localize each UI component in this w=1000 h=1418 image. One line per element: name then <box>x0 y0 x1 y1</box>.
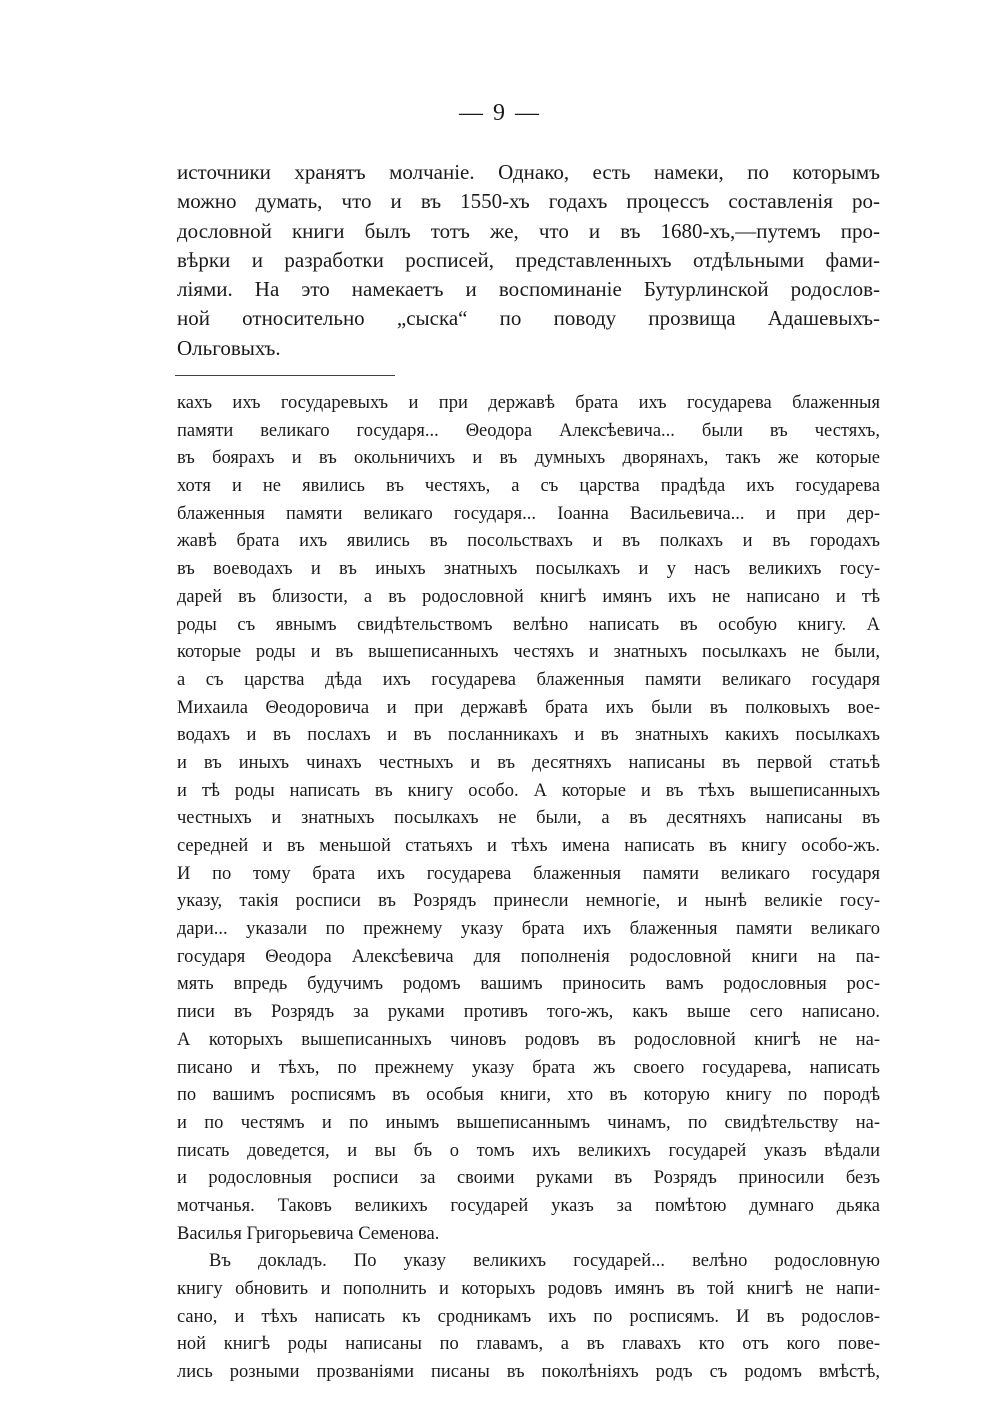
text-line: кахъ ихъ государевыхъ и при державѣ брата ихъ государева блаженныя <box>177 393 880 413</box>
text-line: дарей въ близости, а въ родословной книгѣ имянъ ихъ не написано и тѣ <box>177 586 880 607</box>
footnote-divider <box>175 375 395 376</box>
text-line: сано, и тѣхъ написать къ сродникамъ ихъ по росписямъ. И въ родослов- <box>177 1306 880 1327</box>
main-text <box>177 158 880 363</box>
text-line: и родословныя росписи за своими руками въ Розрядъ приносили безъ <box>177 1168 880 1189</box>
text-line: и по честямъ и по инымъ вышеписаннымъ чинамъ, по свидѣтельству на- <box>177 1112 880 1133</box>
text-line: жавѣ брата ихъ явились въ посольствахъ и въ полкахъ и въ городахъ <box>177 531 880 552</box>
text-line: которые роды и въ вышеписанныхъ честяхъ и знатныхъ посылкахъ не были, <box>177 642 880 663</box>
page-number: — 9 — <box>459 100 541 126</box>
text-line: лись розными прозванiями писаны въ поколѣнiяхъ родъ съ родомъ вмѣстѣ, <box>177 1362 880 1383</box>
text-line: государя Θеодора Алексѣевича для пополненiя родословной книги на па- <box>177 946 880 967</box>
text-line: Въ докладъ. По указу великихъ государей... велѣно родословную <box>209 1251 880 1272</box>
text-line: Василья Григорьевича Семенова. <box>177 1223 440 1244</box>
footnote-text <box>177 390 880 1387</box>
text-line: блаженныя памяти великаго государя... Iоанна Васильевича... и при дер- <box>177 503 880 524</box>
text-line: мотчанья. Таковъ великихъ государей указъ за помѣтою думнаго дьяка <box>177 1195 880 1216</box>
text-line: дари... указали по прежнему указу брата ихъ блаженныя памяти великаго <box>177 919 880 940</box>
text-line: и въ иныхъ чинахъ честныхъ и въ десятняхъ написаны въ первой статьѣ <box>177 752 880 773</box>
text-line: памяти великаго государя... Θеодора Алексѣевича... были въ честяхъ, <box>177 420 880 441</box>
text-line: книгу обновить и пополнить и которыхъ родовъ имянъ въ той книгѣ не напи- <box>177 1279 880 1299</box>
text-line: Ольговыхъ. <box>177 335 281 360</box>
text-line: хотя и не явились въ честяхъ, а съ царства прадѣда ихъ государева <box>177 476 880 497</box>
text-line: середней и въ меньшой статьяхъ и тѣхъ имена написать въ книгу особо-жъ. <box>177 836 880 856</box>
text-line: указу, такiя росписи въ Розрядъ принесли немногiе, и нынѣ великiе госу- <box>177 891 880 912</box>
text-line: писать доведется, и вы бъ о томъ ихъ великихъ государей указъ вѣдали <box>177 1140 880 1161</box>
text-line: ной относительно „сыска“ по поводу прозвища Адашевыхъ- <box>177 306 880 331</box>
text-line: ной книгѣ роды написаны по главамъ, а въ главахъ кто отъ кого пове- <box>177 1334 880 1355</box>
text-line: писи въ Розрядъ за руками противъ того-жъ, какъ выше сего написано. <box>177 1002 880 1023</box>
text-line: по вашимъ росписямъ въ особыя книги, хто въ которую книгу по породѣ <box>177 1085 880 1106</box>
text-line: вѣрки и разработки росписей, представленныхъ отдѣльными фами- <box>177 247 880 272</box>
text-line: И по тому брата ихъ государева блаженныя памяти великаго государя <box>177 863 880 884</box>
text-line: честныхъ и знатныхъ посылкахъ не были, а въ десятняхъ написаны въ <box>177 808 880 829</box>
text-line: источники хранятъ молчанiе. Однако, есть намеки, по которымъ <box>177 160 880 184</box>
text-line: дословной книги былъ тотъ же, что и въ 1680-хъ,—путемъ про- <box>177 218 880 243</box>
text-line: мять впредь будучимъ родомъ вашимъ приносить вамъ родословныя рос- <box>177 974 880 995</box>
text-line: роды съ явнымъ свидѣтельствомъ велѣно написать въ особую книгу. А <box>177 614 880 635</box>
text-line: а съ царства дѣда ихъ государева блаженныя памяти великаго государя <box>177 669 880 690</box>
text-line: писано и тѣхъ, по прежнему указу брата жъ своего государева, написать <box>177 1057 880 1078</box>
text-line: и тѣ роды написать въ книгу особо. А которые и въ тѣхъ вышеписанныхъ <box>177 780 880 801</box>
text-line: А которыхъ вышеписанныхъ чиновъ родовъ въ родословной книгѣ не на- <box>177 1029 880 1050</box>
text-line: Михаила Θеодоровича и при державѣ брата ихъ были въ полковыхъ вое- <box>177 697 880 718</box>
text-line: можно думать, что и въ 1550-хъ годахъ процессъ составленiя ро- <box>177 189 880 214</box>
text-line: водахъ и въ послахъ и въ посланникахъ и въ знатныхъ какихъ посылкахъ <box>177 725 880 746</box>
text-line: въ боярахъ и въ окольничихъ и въ думныхъ дворянахъ, такъ же которые <box>177 448 880 469</box>
text-line: въ воеводахъ и въ иныхъ знатныхъ посылкахъ и у насъ великихъ госу- <box>177 559 880 580</box>
text-line: лiями. На это намекаетъ и воспоминанiе Бутурлинской родослов- <box>177 277 880 302</box>
